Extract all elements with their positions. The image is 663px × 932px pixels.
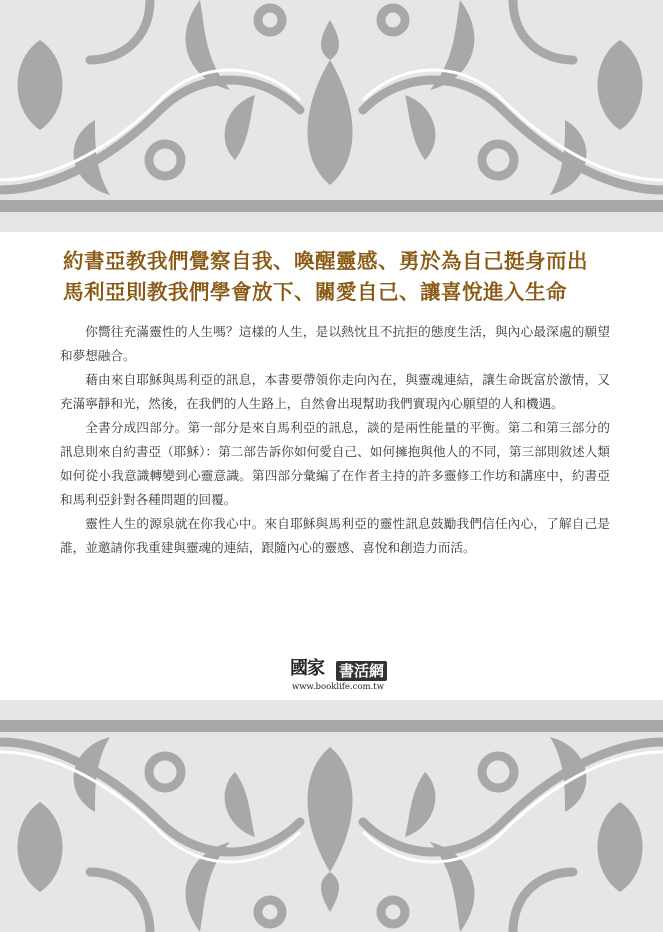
logo-name: 書活網 (336, 661, 387, 681)
top-ornament-band (0, 0, 663, 232)
body-text (60, 320, 610, 560)
bottom-ornament-band (0, 700, 663, 932)
ornament-pattern-bottom (0, 700, 663, 932)
paragraph: 全書分成四部分。第一部分是來自馬利亞的訊息，談的是兩性能量的平衡。第二和第三部分的訊息則來自約書亞（耶穌）：第二部告訴你如何愛自己、如何擁抱與他人的不同，第三部則敘述人類如何從小我意識轉變到心靈意識。第四部分彙編了在作者主持的許多靈修工作坊和講座中，約書亞和馬利亞針對各種問題的回覆。 (60, 420, 610, 507)
publisher-logo (290, 657, 390, 695)
paragraph: 藉由來自耶穌與馬利亞的訊息，本書要帶領你走向內在，與靈魂連結，讓生命既富於激情，又充滿寧靜和光，然後，在我們的人生路上，自然會出現幫助我們實現內心願望的人和機遇。 (60, 372, 610, 411)
headline (63, 246, 623, 308)
logo-url: www.booklife.com.tw (292, 682, 384, 692)
paragraph: 靈性人生的源泉就在你我心中。來自耶穌與馬利亞的靈性訊息鼓勵我們信任內心，了解自己是誰，並邀請你我重建與靈魂的連結，跟隨內心的靈感、喜悅和創造力而活。 (60, 516, 610, 555)
headline-line-2: 馬利亞則教我們學會放下、關愛自己、讓喜悅進入生命 (63, 280, 567, 304)
headline-line-1: 約書亞教我們覺察自我、喚醒靈感、勇於為自己挺身而出 (63, 249, 588, 273)
paragraph: 你嚮往充滿靈性的人生嗎？這樣的人生，是以熱忱且不抗拒的態度生活，與內心最深處的願望和夢想融合。 (60, 324, 610, 363)
ornament-pattern-top (0, 0, 663, 232)
logo-mark: 國家 (290, 658, 324, 679)
